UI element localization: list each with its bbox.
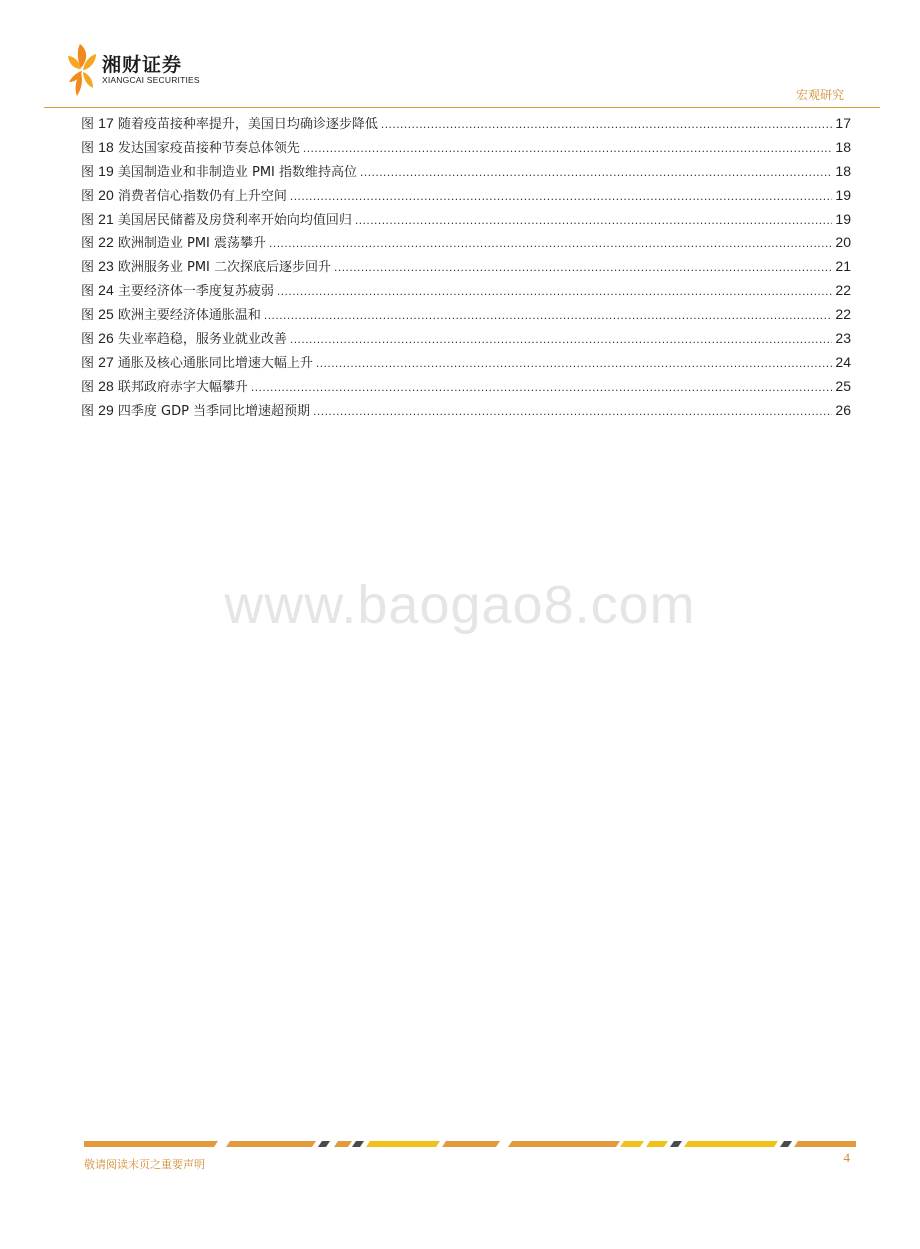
toc-leader-dots (313, 400, 832, 424)
logo-chinese-name: 湘财证券 (102, 54, 183, 76)
toc-leader-dots (355, 209, 833, 233)
toc-leader-dots (277, 280, 833, 304)
toc-page-number: 25 (835, 377, 851, 394)
toc-entry-label: 图 27 通胀及核心通胀同比增速大幅上升 (81, 353, 313, 371)
toc-entry[interactable] (81, 231, 851, 255)
toc-page-number: 23 (835, 330, 851, 347)
toc-entry-label: 图 19 美国制造业和非制造业 PMI 指数维持高位 (81, 162, 358, 180)
toc-page-number: 19 (835, 186, 851, 203)
toc-leader-dots (290, 328, 833, 352)
toc-page-number: 21 (835, 258, 851, 275)
header-divider (44, 107, 880, 108)
figure-index-list (81, 112, 851, 423)
toc-leader-dots (303, 137, 833, 161)
toc-entry[interactable] (81, 279, 851, 303)
toc-entry-label: 图 17 随着疫苗接种率提升，美国日均确诊逐步降低 (81, 115, 378, 132)
toc-entry[interactable] (81, 351, 851, 375)
toc-leader-dots (290, 185, 833, 209)
toc-entry-label: 图 22 欧洲制造业 PMI 震荡攀升 (81, 234, 267, 252)
xiangcai-logo-icon (66, 42, 100, 98)
toc-leader-dots (269, 232, 832, 256)
toc-entry[interactable] (81, 112, 851, 136)
company-logo (66, 42, 200, 98)
toc-entry-label: 图 29 四季度 GDP 当季同比增速超预期 (81, 401, 311, 419)
watermark: www.baogao8.com (224, 575, 696, 635)
page-header (0, 0, 920, 110)
toc-leader-dots (316, 352, 833, 376)
toc-page-number: 22 (835, 282, 851, 299)
toc-entry-label: 图 21 美国居民储蓄及房贷利率开始向均值回归 (81, 210, 352, 228)
disclaimer-notice: 敬请阅读末页之重要声明 (84, 1158, 205, 1171)
toc-entry-label: 图 24 主要经济体一季度复苏疲弱 (81, 282, 274, 300)
toc-entry[interactable] (81, 399, 851, 423)
toc-entry[interactable] (81, 303, 851, 327)
toc-leader-dots (264, 304, 833, 328)
toc-entry-label: 图 28 联邦政府赤字大幅攀升 (81, 377, 248, 395)
footer-stripe (84, 1141, 856, 1147)
toc-page-number: 22 (835, 306, 851, 323)
toc-page-number: 18 (835, 138, 851, 155)
toc-entry[interactable] (81, 327, 851, 351)
toc-entry[interactable] (81, 255, 851, 279)
toc-page-number: 20 (835, 234, 851, 251)
toc-entry-label: 图 20 消费者信心指数仍有上升空间 (81, 186, 287, 204)
toc-page-number: 24 (835, 353, 851, 370)
toc-entry-label: 图 18 发达国家疫苗接种节奏总体领先 (81, 138, 300, 156)
logo-english-name: XIANGCAI SECURITIES (102, 75, 200, 85)
toc-page-number: 17 (835, 115, 851, 131)
toc-page-number: 19 (835, 210, 851, 227)
toc-entry-label: 图 23 欧洲服务业 PMI 二次探底后逐步回升 (81, 258, 332, 276)
toc-page-number: 26 (835, 401, 851, 418)
toc-entry-label: 图 26 失业率趋稳，服务业就业改善 (81, 330, 287, 348)
toc-leader-dots (334, 256, 832, 280)
toc-leader-dots (381, 113, 833, 137)
section-label: 宏观研究 (795, 88, 844, 102)
toc-leader-dots (360, 161, 832, 185)
toc-entry[interactable] (81, 208, 851, 232)
toc-entry[interactable] (81, 160, 851, 184)
page-number: 4 (843, 1150, 850, 1165)
toc-leader-dots (251, 376, 833, 400)
toc-entry-label: 图 25 欧洲主要经济体通胀温和 (81, 306, 261, 324)
toc-entry[interactable] (81, 136, 851, 160)
toc-page-number: 18 (835, 162, 851, 179)
toc-entry[interactable] (81, 184, 851, 208)
toc-entry[interactable] (81, 375, 851, 399)
